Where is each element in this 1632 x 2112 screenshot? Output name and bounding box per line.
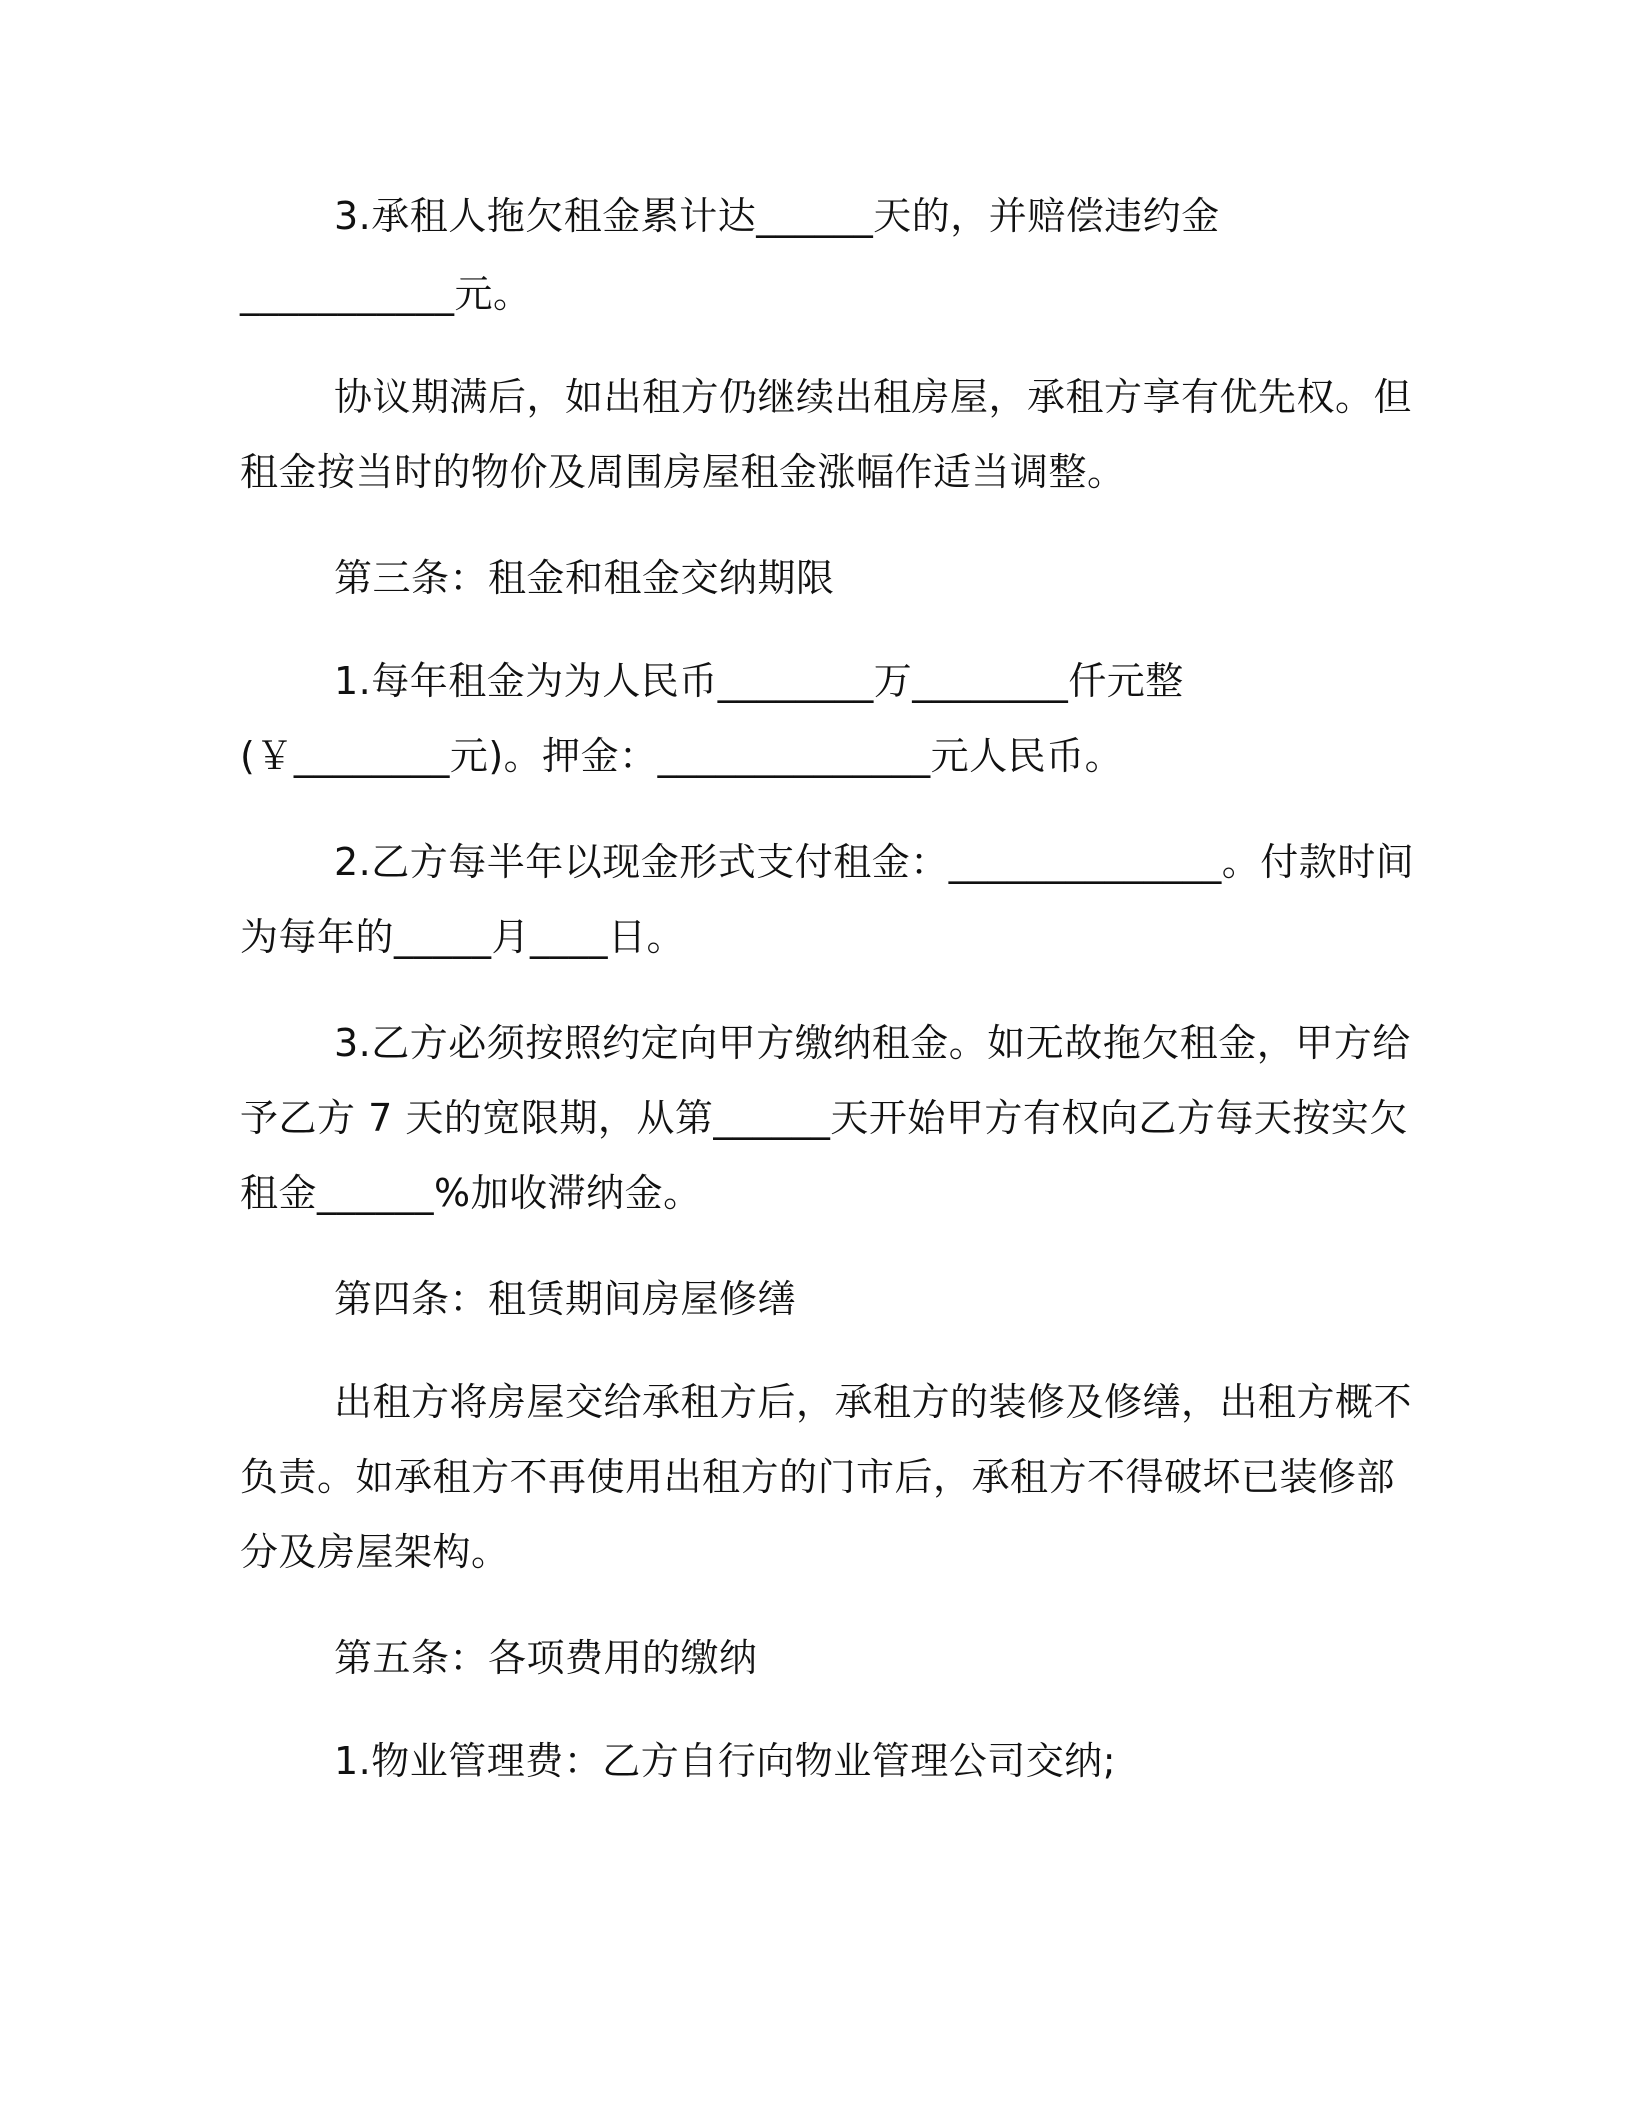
clause-3-item-3-line-3: 租金______%加收滞纳金。	[240, 1171, 702, 1215]
clause-3-item-1-line-1: 1.每年租金为为人民币________万________仟元整	[334, 659, 1184, 703]
clause-2-item-3-line-2: ___________元。	[240, 272, 532, 316]
clause-3-heading: 第三条：租金和租金交纳期限	[334, 556, 835, 600]
clause-3-item-3-line-2: 予乙方 7 天的宽限期，从第______天开始甲方有权向乙方每天按实欠	[240, 1096, 1408, 1140]
clause-4-paragraph-line-2: 负责。如承租方不再使用出租方的门市后，承租方不得破坏已装修部	[240, 1455, 1396, 1499]
clause-5-heading: 第五条：各项费用的缴纳	[334, 1636, 758, 1680]
renewal-paragraph-line-1: 协议期满后，如出租方仍继续出租房屋，承租方享有优先权。但	[334, 375, 1413, 419]
clause-4-paragraph-line-1: 出租方将房屋交给承租方后，承租方的装修及修缮，出租方概不	[334, 1380, 1413, 1424]
clause-3-item-2-line-2: 为每年的_____月____日。	[240, 915, 686, 959]
clause-3-item-2-line-1: 2.乙方每半年以现金形式支付租金：______________。付款时间	[334, 840, 1415, 884]
clause-4-paragraph-line-3: 分及房屋架构。	[240, 1530, 510, 1574]
clause-3-item-1-line-2: (￥________元)。押金：______________元人民币。	[240, 734, 1124, 778]
clause-5-item-1: 1.物业管理费：乙方自行向物业管理公司交纳;	[334, 1739, 1117, 1783]
clause-2-item-3-line-1: 3.承租人拖欠租金累计达______天的，并赔偿违约金	[334, 194, 1220, 238]
renewal-paragraph-line-2: 租金按当时的物价及周围房屋租金涨幅作适当调整。	[240, 450, 1126, 494]
clause-3-item-3-line-1: 3.乙方必须按照约定向甲方缴纳租金。如无故拖欠租金，甲方给	[334, 1021, 1411, 1065]
clause-4-heading: 第四条：租赁期间房屋修缮	[334, 1277, 797, 1321]
